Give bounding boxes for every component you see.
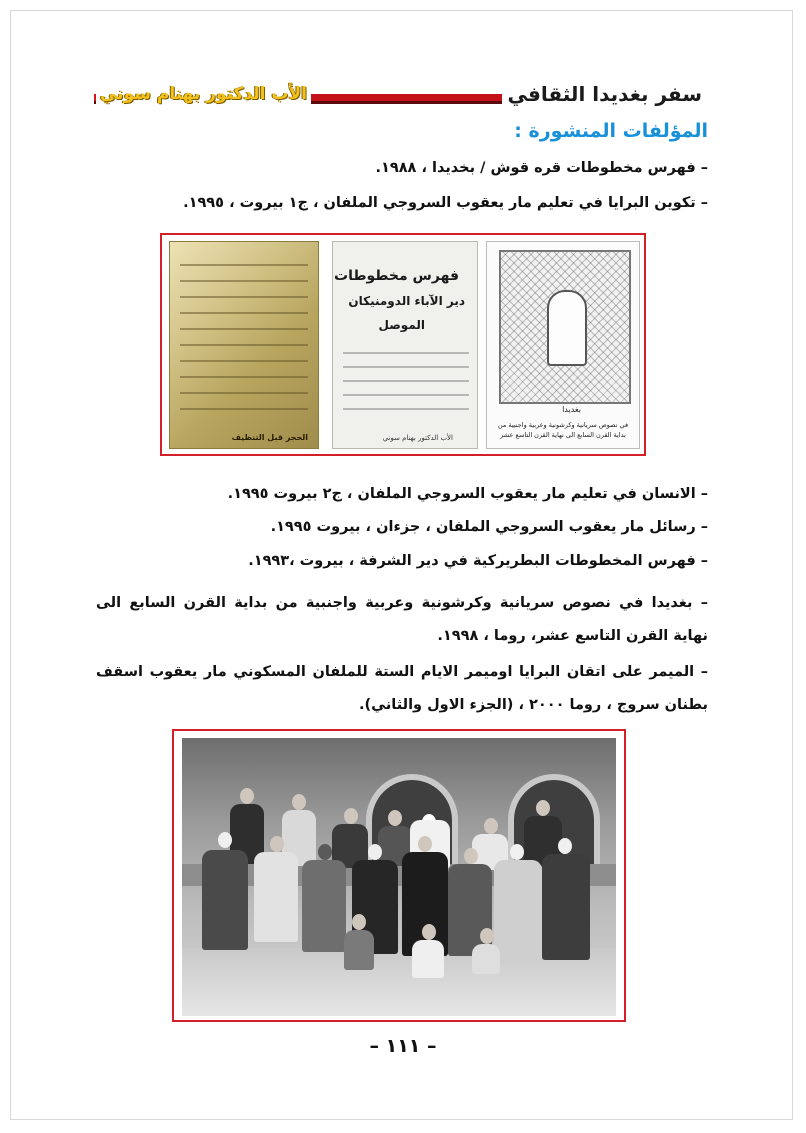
- publication-item: – رسائل مار يعقوب السروجي الملفان ، جزءان ، بيروت ١٩٩٥.: [270, 519, 708, 535]
- catalog-title-line-1: فهرس مخطوطات: [334, 268, 459, 284]
- cover-caption-subtitle: في نصوص سريانية وكرشونية وعربية واجنبية من بداية القرن السابع الى نهاية القرن التاسع عشر: [497, 421, 629, 439]
- publication-item: – بغديدا في نصوص سريانية وكرشونية وعربية واجنبية من بداية القرن السابع الى نهاية القرن التاسع عشر، روما ، ١٩٩٨.: [96, 595, 708, 644]
- page-number: – ١١١ –: [369, 1035, 437, 1057]
- catalog-footer: الأب الدكتور بهنام سوني: [382, 434, 453, 442]
- publication-item: – الانسان في تعليم مار يعقوب السروجي الملفان ، ج٢ بيروت ١٩٩٥.: [227, 486, 708, 502]
- catalog-title-page-image: [332, 241, 478, 449]
- publication-item: – فهرس مخطوطات قره قوش / بخديدا ، ١٩٨٨.: [375, 160, 708, 176]
- catalog-title-line-2: دير الآباء الدومنيكان: [348, 294, 465, 308]
- publication-item: – الميمر على اتقان البرايا اوميمر الايام الستة للملفان المسكوني مار يعقوب اسقف بطنان سروج ، روما ٢٠٠٠ ، (الجزء الاول والثاني).: [96, 664, 708, 713]
- manuscripts-figure: [160, 233, 646, 456]
- running-title: سفر بغديدا الثقافي: [502, 82, 708, 106]
- group-photo-figure: [172, 729, 626, 1022]
- old-manuscript-image: [169, 241, 319, 449]
- old-manuscript-caption: الحجر قبل التنظيف: [231, 433, 308, 442]
- cover-caption-title: بغديدا: [562, 405, 581, 414]
- publication-item: – فهرس المخطوطات البطريركية في دير الشرفة ، بيروت ،١٩٩٣.: [248, 553, 708, 569]
- publication-item: – تكوين البرايا في تعليم مار يعقوب السروجي الملفان ، ج١ بيروت ، ١٩٩٥.: [183, 195, 708, 211]
- book-cover-image: [486, 241, 640, 449]
- section-heading: المؤلفات المنشورة :: [514, 120, 708, 142]
- running-author: الأب الدكتور بهنام سوني: [96, 84, 311, 104]
- catalog-title-line-3: الموصل: [378, 318, 425, 332]
- group-photo: [182, 738, 616, 1016]
